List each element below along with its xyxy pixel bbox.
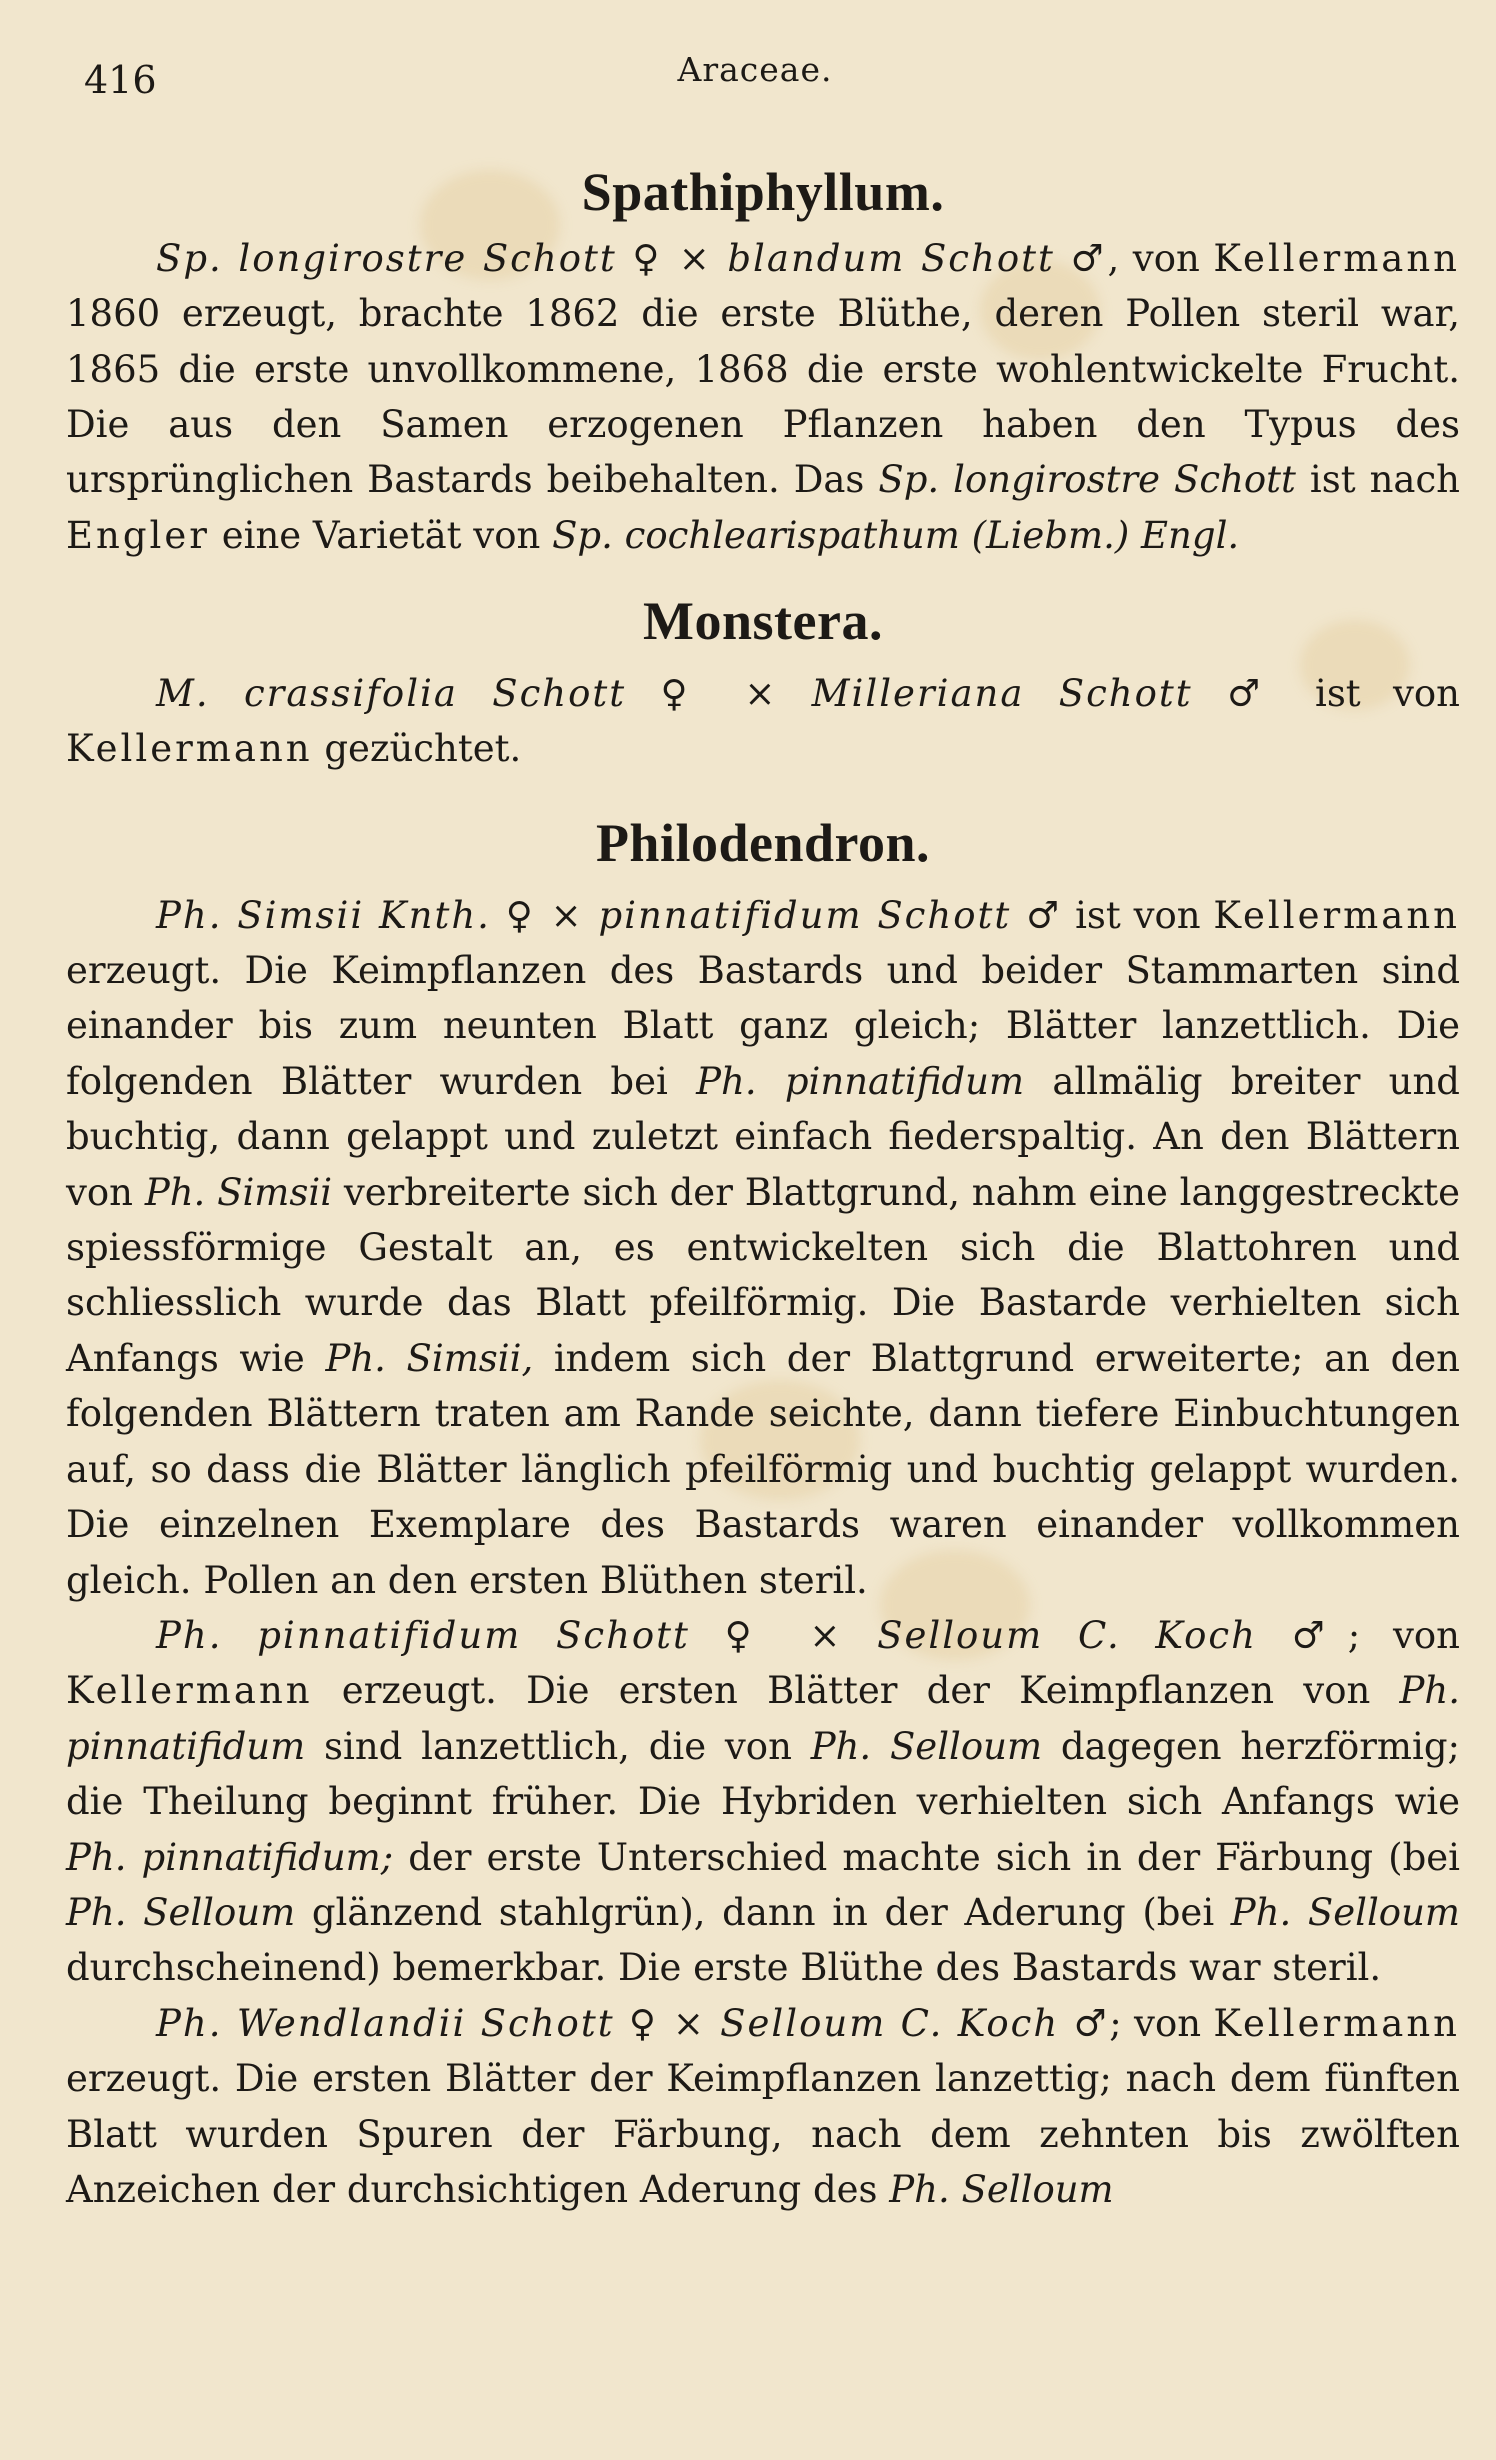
text: ; von	[1347, 1613, 1460, 1657]
text: erzeugt. Die Keimpflanzen des Bastards und beider Stammarten sind einander bis zum neunten Blatt ganz gleich; Blätter lanzettlich. Die folgenden Blätter wurden bei	[66, 949, 1460, 1103]
hybrid-formula: M. crassifolia Schott ♀ × Milleriana Schott ♂	[156, 672, 1283, 716]
hybrid-formula: Ph. Wendlandii Schott ♀ × Selloum C. Koch ♂	[156, 2001, 1110, 2045]
species-name: Ph. pinnatifidum	[696, 1059, 1025, 1103]
text: glänzend stahlgrün), dann in der Aderung (bei	[295, 1890, 1231, 1934]
author-name: Kellermann	[1213, 2001, 1460, 2045]
paragraph-philodendron-1	[66, 888, 1460, 1608]
author-name: Engler	[66, 513, 210, 557]
text: ist von	[1062, 893, 1214, 937]
text: sind lanzettlich, die von	[305, 1724, 811, 1768]
page-body	[66, 160, 1460, 2217]
section-title-monstera: Monstera.	[643, 591, 883, 652]
author-name: Kellermann	[1213, 893, 1460, 937]
species-name: Ph. Selloum	[66, 1890, 296, 1934]
species-name: Ph. Simsii,	[325, 1336, 534, 1380]
text: gezüchtet.	[312, 727, 522, 771]
species-name: Sp. cochlearispathum (Liebm.) Engl.	[552, 513, 1240, 557]
text: erzeugt. Die ersten Blätter der Keimpflanzen von	[312, 1669, 1400, 1713]
text: dagegen herzförmig; die Theilung beginnt früher. Die Hybriden verhielten sich Anfangs wie	[66, 1724, 1460, 1824]
paragraph-spathiphyllum	[66, 231, 1460, 563]
hybrid-formula: Sp. longirostre Schott ♀ × blandum Schott ♂	[156, 236, 1108, 280]
text: verbreiterte sich der Blattgrund, nahm eine langgestreckte spiessförmige Gestalt an, es entwickelten sich die Blattohren und schliesslich wurde das Blatt pfeilförmig. Die Bastarde verhielten sich Anfangs wie	[66, 1170, 1460, 1380]
hybrid-formula: Ph. Simsii Knth. ♀ × pinnatifidum Schott ♂	[156, 893, 1063, 937]
paragraph-philodendron-3	[66, 1996, 1460, 2218]
text: 1860 erzeugt, brachte 1862 die erste Blüthe, deren Pollen steril war, 1865 die erste unvollkommene, 1868 die erste wohlentwickelte Frucht. Die aus den Samen erzogenen Pflanzen haben den Typus des ursprünglichen Bastards beibehalten. Das	[66, 292, 1460, 502]
species-name: Ph. pinnatifidum;	[66, 1835, 394, 1879]
text: der erste Unterschied machte sich in der Färbung (bei	[393, 1835, 1460, 1879]
species-name: Ph. Selloum	[810, 1724, 1043, 1768]
text: durchscheinend) bemerkbar. Die erste Blüthe des Bastards war steril.	[66, 1946, 1382, 1990]
species-name: Ph. Simsii	[144, 1170, 333, 1214]
paragraph-monstera	[66, 666, 1460, 777]
paragraph-philodendron-2	[66, 1608, 1460, 1996]
text: , von	[1107, 236, 1214, 280]
page-number: 416	[84, 58, 157, 102]
species-name: Ph. Selloum	[889, 2167, 1114, 2211]
author-name: Kellermann	[66, 727, 313, 771]
author-name: Kellermann	[1213, 236, 1461, 280]
text: eine Varietät von	[209, 513, 553, 557]
species-name: Ph. Selloum	[1230, 1890, 1461, 1934]
text: indem sich der Blattgrund erweiterte; an den folgenden Blättern traten am Rande seichte, dann tiefere Einbuchtungen auf, so dass die Blätter länglich pfeilförmig und buchtig gelappt wurden. Die einzelnen Exemplare des Bastards waren einander vollkommen gleich. Pollen an den ersten Blüthen steril.	[66, 1336, 1460, 1602]
author-name: Kellermann	[66, 1669, 313, 1713]
hybrid-formula: Ph. pinnatifidum Schott ♀ × Selloum C. Koch ♂	[156, 1613, 1348, 1657]
section-title-spathiphyllum: Spathiphyllum.	[581, 162, 945, 222]
running-head: Araceae.	[677, 50, 833, 89]
text: ist nach	[1295, 458, 1461, 502]
section-title-philodendron: Philodendron.	[595, 812, 931, 873]
species-name: Ph. pinnatifidum	[66, 1669, 1460, 1768]
text: ist von	[1282, 672, 1460, 716]
text: ; von	[1109, 2001, 1214, 2045]
page-header	[84, 48, 1426, 108]
text: allmälig breiter und buchtig, dann gelappt und zuletzt einfach fiederspaltig. An den Blättern von	[66, 1059, 1460, 1214]
species-name: Sp. longirostre Schott	[878, 458, 1296, 502]
text: erzeugt. Die ersten Blätter der Keimpflanzen lanzettig; nach dem fünften Blatt wurden Spuren der Färbung, nach dem zehnten bis zwölften Anzeichen der durchsichtigen Aderung des	[66, 2057, 1460, 2211]
